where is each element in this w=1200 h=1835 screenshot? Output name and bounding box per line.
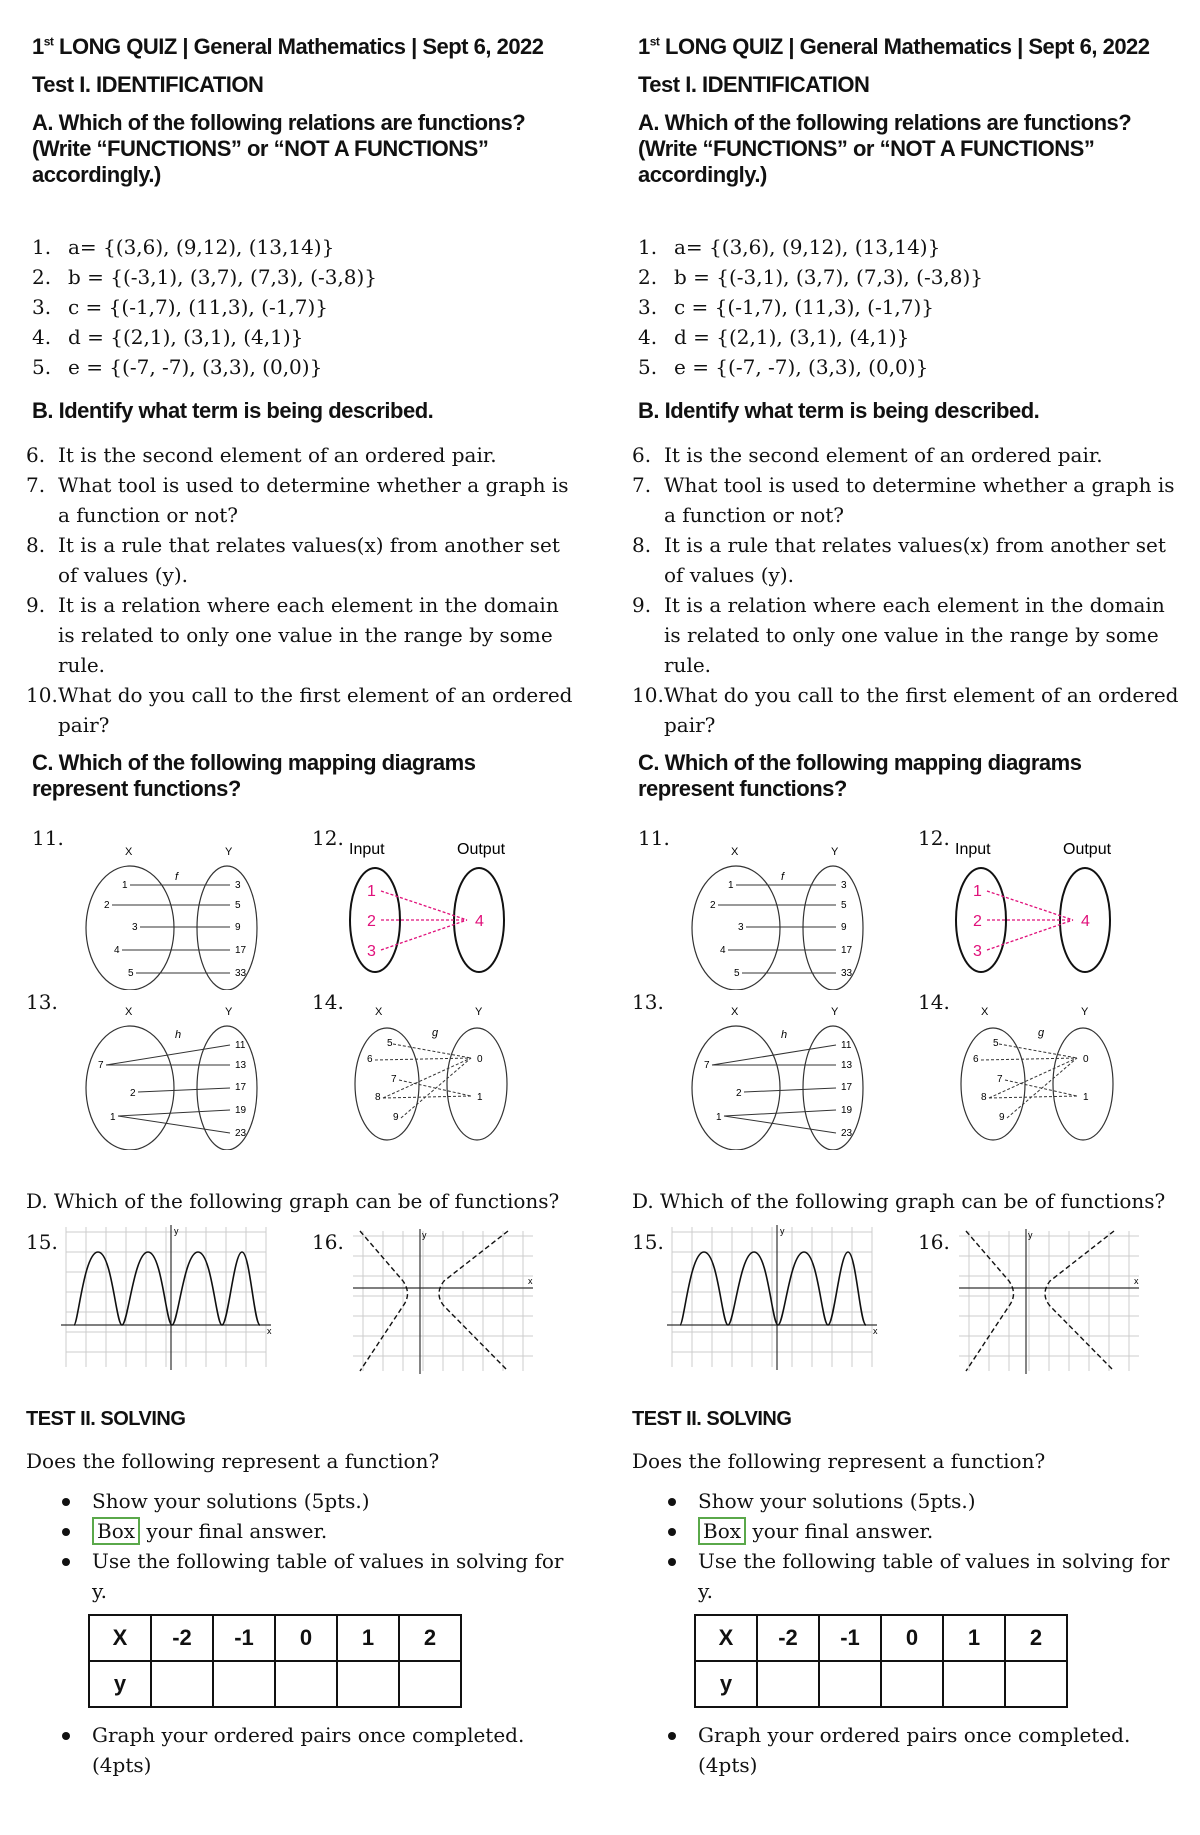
set-y-label: Y <box>831 846 839 858</box>
q14-number: 14. <box>918 990 950 1014</box>
q13-mapping-diagram <box>676 1000 876 1150</box>
hyperbola-right-branch <box>439 1231 508 1371</box>
mapping-arrows <box>112 885 230 973</box>
domain-label: 2 <box>104 900 110 911</box>
grid <box>672 1227 872 1367</box>
x-value-cell: 0 <box>881 1615 943 1661</box>
domain-label: 4 <box>114 945 120 956</box>
table-row <box>89 1661 461 1707</box>
list-item: 8. It is a rule that relates values(x) from another set of values (y). <box>26 533 560 587</box>
list-item: 1. a= {(3,6), (9,12), (13,14)} <box>32 235 335 259</box>
range-oval <box>447 1028 507 1140</box>
domain-label: 6 <box>973 1054 979 1065</box>
y-axis-label: y <box>780 1226 785 1236</box>
range-label: 33 <box>841 968 853 979</box>
q15-graph <box>56 1222 276 1372</box>
domain-label: 8 <box>981 1092 987 1103</box>
q15-graph <box>662 1222 882 1372</box>
boxed-word: Box <box>92 1517 140 1545</box>
list-item: 4. d = {(2,1), (3,1), (4,1)} <box>638 325 910 349</box>
y-answer-cell[interactable] <box>757 1661 819 1707</box>
q16-graph <box>348 1226 538 1376</box>
domain-label: 2 <box>130 1088 136 1099</box>
x-axis-label: x <box>1134 1276 1139 1286</box>
domain-label: 7 <box>391 1074 397 1085</box>
table-row <box>695 1615 1067 1661</box>
input-value: 1 <box>973 883 982 900</box>
domain-label: 1 <box>110 1112 116 1123</box>
rule-label: f <box>175 871 179 883</box>
y-answer-cell[interactable] <box>399 1661 461 1707</box>
hyperbola-left-branch <box>360 1231 408 1371</box>
sine-curve <box>680 1252 866 1325</box>
relations-list <box>638 232 983 382</box>
input-label: Input <box>349 841 385 858</box>
domain-label: 5 <box>993 1038 999 1049</box>
range-label: 1 <box>477 1092 483 1103</box>
range-label: 0 <box>477 1054 483 1065</box>
partC-heading-cont: represent functions? <box>638 776 847 801</box>
input-value: 1 <box>367 883 376 900</box>
test2-question: Does the following represent a function? <box>632 1449 1046 1473</box>
q16-graph <box>954 1226 1144 1376</box>
q15-number: 15. <box>26 1230 58 1254</box>
x-axis-label: x <box>528 1276 533 1286</box>
y-axis-label: y <box>174 1226 179 1236</box>
terms-list <box>632 440 1180 740</box>
domain-label: 5 <box>128 968 134 979</box>
rule-label: h <box>175 1029 182 1041</box>
partA-instruction: (Write “FUNCTIONS” or “NOT A FUNCTIONS” <box>638 136 1095 161</box>
domain-label: 7 <box>704 1060 710 1071</box>
list-item: Box your final answer. <box>668 1516 1188 1546</box>
input-value: 3 <box>367 943 376 960</box>
q16-number: 16. <box>312 1230 344 1254</box>
x-axis-label: x <box>873 1326 878 1336</box>
list-item: 2. b = {(-3,1), (3,7), (7,3), (-3,8)} <box>638 265 984 289</box>
q14-number: 14. <box>312 990 344 1014</box>
x-value-cell: -2 <box>151 1615 213 1661</box>
domain-label: 1 <box>728 880 734 891</box>
domain-label: 2 <box>710 900 716 911</box>
test2-heading: TEST II. SOLVING <box>632 1408 792 1430</box>
list-item: 3. c = {(-1,7), (11,3), (-1,7)} <box>638 295 935 319</box>
input-value: 2 <box>973 913 982 930</box>
grid <box>959 1231 1139 1371</box>
partA-heading: A. Which of the following relations are functions? <box>32 110 526 135</box>
range-label: 17 <box>841 945 853 956</box>
x-header-cell: X <box>89 1615 151 1661</box>
q11-mapping-diagram <box>70 840 270 990</box>
domain-label: 3 <box>132 922 138 933</box>
relations-list <box>32 232 377 382</box>
list-item: Box your final answer. <box>62 1516 582 1546</box>
domain-label: 3 <box>738 922 744 933</box>
input-value: 3 <box>973 943 982 960</box>
set-x-label: X <box>375 1006 383 1018</box>
partC-heading: C. Which of the following mapping diagrams <box>32 750 476 775</box>
domain-label: 6 <box>367 1054 373 1065</box>
q14-mapping-diagram <box>347 1000 527 1150</box>
output-value: 4 <box>475 913 484 930</box>
test1-heading: Test I. IDENTIFICATION <box>638 72 870 97</box>
set-x-label: X <box>731 1006 739 1018</box>
partC-heading: C. Which of the following mapping diagrams <box>638 750 1082 775</box>
y-answer-cell[interactable] <box>151 1661 213 1707</box>
x-value-cell: -1 <box>819 1615 881 1661</box>
x-value-cell: -1 <box>213 1615 275 1661</box>
list-item: 5. e = {(-7, -7), (3,3), (0,0)} <box>32 355 323 379</box>
mapping-arrows <box>718 885 836 973</box>
rule-label: h <box>781 1029 788 1041</box>
list-item: Use the following table of values in solving for y. <box>62 1546 582 1606</box>
x-axis-label: x <box>267 1326 272 1336</box>
range-label: 17 <box>235 945 247 956</box>
set-x-label: X <box>981 1006 989 1018</box>
graph-instruction-list <box>62 1720 582 1780</box>
y-axis-label: y <box>1028 1230 1033 1240</box>
q12-mapping-diagram <box>347 838 547 978</box>
x-value-cell: 0 <box>275 1615 337 1661</box>
q11-number: 11. <box>32 826 64 850</box>
domain-label: 1 <box>122 880 128 891</box>
range-label: 1 <box>1083 1092 1089 1103</box>
partA-instruction: (Write “FUNCTIONS” or “NOT A FUNCTIONS” <box>32 136 489 161</box>
domain-label: 2 <box>736 1088 742 1099</box>
set-y-label: Y <box>475 1006 483 1018</box>
test1-heading: Test I. IDENTIFICATION <box>32 72 264 97</box>
y-header-cell: y <box>89 1661 151 1707</box>
list-item: 5. e = {(-7, -7), (3,3), (0,0)} <box>638 355 929 379</box>
instructions-list <box>62 1486 582 1606</box>
set-x-label: X <box>125 1006 133 1018</box>
list-item: 7. What tool is used to determine whether a graph is a function or not? <box>26 473 569 527</box>
rule-label: g <box>432 1027 439 1039</box>
list-item: 2. b = {(-3,1), (3,7), (7,3), (-3,8)} <box>32 265 378 289</box>
partA-instruction-cont: accordingly.) <box>638 162 767 187</box>
q13-mapping-diagram <box>70 1000 270 1150</box>
sine-curve <box>74 1252 260 1325</box>
y-answer-cell[interactable] <box>881 1661 943 1707</box>
range-label: 5 <box>841 900 847 911</box>
partA-heading: A. Which of the following relations are functions? <box>638 110 1132 135</box>
q12-number: 12. <box>918 826 950 850</box>
list-item: Show your solutions (5pts.) <box>62 1486 582 1516</box>
hyperbola-left-branch <box>966 1231 1014 1371</box>
grid <box>66 1227 266 1367</box>
range-label: 11 <box>235 1040 246 1051</box>
y-answer-cell[interactable] <box>213 1661 275 1707</box>
set-y-label: Y <box>225 1006 233 1018</box>
table-row <box>89 1615 461 1661</box>
partC-heading-cont: represent functions? <box>32 776 241 801</box>
range-label: 17 <box>235 1082 247 1093</box>
y-answer-cell[interactable] <box>1005 1661 1067 1707</box>
y-header-cell: y <box>695 1661 757 1707</box>
x-header-cell: X <box>695 1615 757 1661</box>
range-label: 19 <box>841 1105 853 1116</box>
list-item: 7. What tool is used to determine whether a graph is a function or not? <box>632 473 1175 527</box>
x-value-cell: 2 <box>399 1615 461 1661</box>
range-label: 3 <box>841 880 847 891</box>
list-item: 6. It is the second element of an ordered pair. <box>26 443 497 467</box>
partB-heading: B. Identify what term is being described. <box>32 398 434 423</box>
input-label: Input <box>955 841 991 858</box>
list-item: 3. c = {(-1,7), (11,3), (-1,7)} <box>32 295 329 319</box>
quiz-copy-right <box>628 0 1188 1835</box>
range-oval <box>1053 1028 1113 1140</box>
x-value-cell: 1 <box>943 1615 1005 1661</box>
range-label: 11 <box>841 1040 852 1051</box>
domain-label: 5 <box>734 968 740 979</box>
list-item: 4. d = {(2,1), (3,1), (4,1)} <box>32 325 304 349</box>
range-label: 0 <box>1083 1054 1089 1065</box>
list-item: Show your solutions (5pts.) <box>668 1486 1188 1516</box>
set-y-label: Y <box>225 846 233 858</box>
range-label: 5 <box>235 900 241 911</box>
domain-label: 7 <box>98 1060 104 1071</box>
set-y-label: Y <box>831 1006 839 1018</box>
list-item: 10. What do you call to the first element of an ordered pair? <box>632 683 1179 737</box>
quiz-title: 1st LONG QUIZ | General Mathematics | Sept 6, 2022 <box>32 34 544 59</box>
rule-label: g <box>1038 1027 1045 1039</box>
q13-number: 13. <box>632 990 664 1014</box>
domain-label: 1 <box>716 1112 722 1123</box>
range-label: 23 <box>235 1128 247 1139</box>
test2-question: Does the following represent a function? <box>26 1449 440 1473</box>
mapping-arrows <box>981 1044 1077 1118</box>
domain-label: 8 <box>375 1092 381 1103</box>
table-of-values <box>694 1614 1068 1708</box>
domain-label: 9 <box>393 1112 399 1123</box>
set-y-label: Y <box>1081 1006 1089 1018</box>
output-label: Output <box>1063 841 1112 858</box>
test2-heading: TEST II. SOLVING <box>26 1408 186 1430</box>
terms-list <box>26 440 574 740</box>
range-label: 13 <box>235 1060 247 1071</box>
range-label: 19 <box>235 1105 247 1116</box>
list-item: Use the following table of values in solving for y. <box>668 1546 1188 1606</box>
partD-heading: D. Which of the following graph can be of functions? <box>26 1189 560 1213</box>
range-label: 3 <box>235 880 241 891</box>
y-axis-label: y <box>422 1230 427 1240</box>
table-row <box>695 1661 1067 1707</box>
y-answer-cell[interactable] <box>943 1661 1005 1707</box>
list-item: 8. It is a rule that relates values(x) from another set of values (y). <box>632 533 1166 587</box>
y-answer-cell[interactable] <box>275 1661 337 1707</box>
partD-heading: D. Which of the following graph can be of functions? <box>632 1189 1166 1213</box>
list-item: Graph your ordered pairs once completed. (4pts) <box>62 1720 582 1780</box>
list-item: 6. It is the second element of an ordered pair. <box>632 443 1103 467</box>
range-label: 13 <box>841 1060 853 1071</box>
q11-mapping-diagram <box>676 840 876 990</box>
hyperbola-right-branch <box>1045 1231 1114 1371</box>
q11-number: 11. <box>638 826 670 850</box>
list-item: Graph your ordered pairs once completed. (4pts) <box>668 1720 1188 1780</box>
y-answer-cell[interactable] <box>819 1661 881 1707</box>
y-answer-cell[interactable] <box>337 1661 399 1707</box>
partB-heading: B. Identify what term is being described. <box>638 398 1040 423</box>
grid <box>353 1231 533 1371</box>
q16-number: 16. <box>918 1230 950 1254</box>
q15-number: 15. <box>632 1230 664 1254</box>
output-label: Output <box>457 841 506 858</box>
domain-label: 9 <box>999 1112 1005 1123</box>
instructions-list <box>668 1486 1188 1606</box>
input-value: 2 <box>367 913 376 930</box>
range-label: 33 <box>235 968 247 979</box>
quiz-copy-left <box>22 0 582 1835</box>
q14-mapping-diagram <box>953 1000 1133 1150</box>
x-value-cell: 2 <box>1005 1615 1067 1661</box>
rule-label: f <box>781 871 785 883</box>
x-value-cell: -2 <box>757 1615 819 1661</box>
set-x-label: X <box>125 846 133 858</box>
list-item: 1. a= {(3,6), (9,12), (13,14)} <box>638 235 941 259</box>
x-value-cell: 1 <box>337 1615 399 1661</box>
domain-label: 5 <box>387 1038 393 1049</box>
domain-label: 7 <box>997 1074 1003 1085</box>
boxed-word: Box <box>698 1517 746 1545</box>
mapping-arrows <box>375 1044 471 1118</box>
q13-number: 13. <box>26 990 58 1014</box>
range-label: 9 <box>841 922 847 933</box>
graph-instruction-list <box>668 1720 1188 1780</box>
table-of-values <box>88 1614 462 1708</box>
range-label: 23 <box>841 1128 853 1139</box>
q12-mapping-diagram <box>953 838 1153 978</box>
output-value: 4 <box>1081 913 1090 930</box>
list-item: 9. It is a relation where each element in the domain is related to only one value in the range by some rule. <box>632 593 1165 677</box>
q12-number: 12. <box>312 826 344 850</box>
list-item: 10. What do you call to the first element of an ordered pair? <box>26 683 573 737</box>
set-x-label: X <box>731 846 739 858</box>
domain-label: 4 <box>720 945 726 956</box>
partA-instruction-cont: accordingly.) <box>32 162 161 187</box>
range-label: 9 <box>235 922 241 933</box>
quiz-title: 1st LONG QUIZ | General Mathematics | Sept 6, 2022 <box>638 34 1150 59</box>
range-label: 17 <box>841 1082 853 1093</box>
list-item: 9. It is a relation where each element in the domain is related to only one value in the range by some rule. <box>26 593 559 677</box>
